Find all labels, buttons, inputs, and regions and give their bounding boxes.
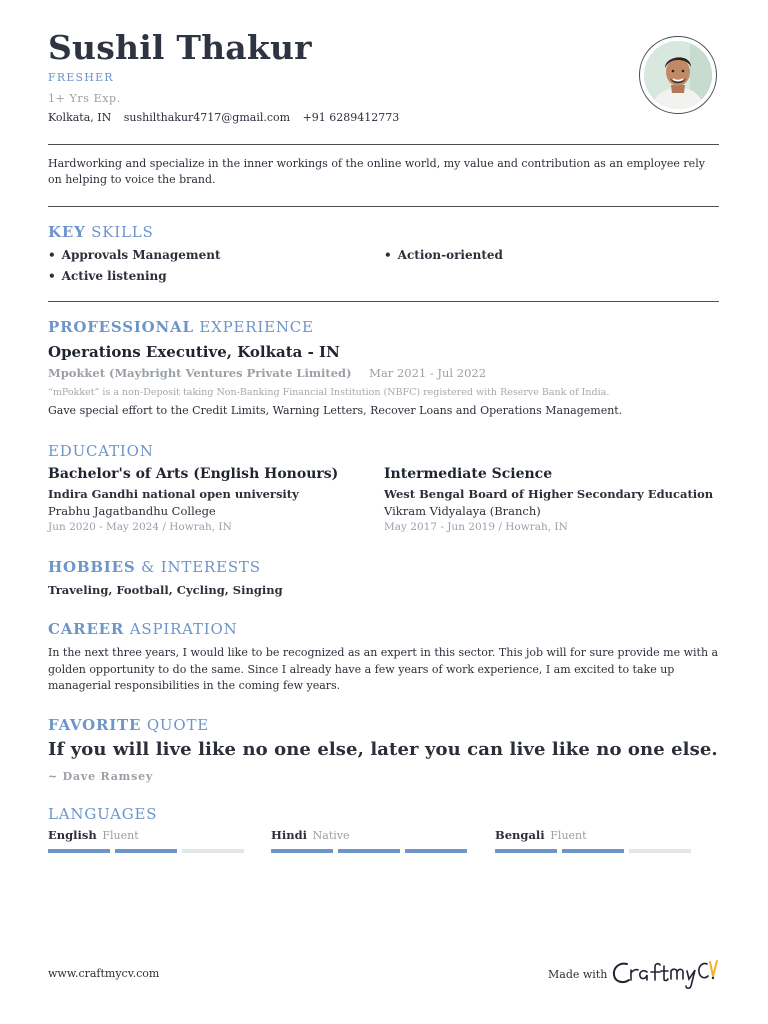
institution-name: West Bengal Board of Higher Secondary Education: [384, 487, 714, 501]
section-title-experience: PROFESSIONAL EXPERIENCE: [48, 318, 314, 336]
divider: [48, 301, 719, 302]
section-title-key-skills: KEY SKILLS: [48, 223, 154, 241]
section-title-aspiration: CAREER ASPIRATION: [48, 620, 238, 638]
language-level: Fluent: [102, 829, 139, 842]
hobbies-text: Traveling, Football, Cycling, Singing: [48, 583, 283, 597]
footer-url[interactable]: www.craftmycv.com: [48, 967, 160, 980]
language-level: Fluent: [550, 829, 587, 842]
rating-segment: [48, 849, 110, 853]
person-photo-icon: [644, 41, 712, 109]
language-item: [48, 828, 248, 842]
language-rating: [48, 849, 248, 853]
language-item: [271, 828, 471, 842]
education-item: [48, 466, 378, 533]
location-text: Kolkata, IN: [48, 111, 112, 124]
job-dates: Mar 2021 - Jul 2022: [369, 366, 487, 380]
section-title-education: EDUCATION: [48, 442, 154, 460]
job-meta: [48, 366, 486, 380]
language-name: English: [48, 828, 97, 842]
skill-item: • Action-oriented: [384, 248, 503, 262]
candidate-name: Sushil Thakur: [48, 28, 312, 67]
rating-segment: [271, 849, 333, 853]
skill-item: • Approvals Management: [48, 248, 221, 262]
email-link[interactable]: sushilthakur4717@gmail.com: [123, 111, 291, 124]
section-title-languages: LANGUAGES: [48, 805, 158, 823]
company-name: Mpokket (Maybright Ventures Private Limited): [48, 366, 352, 380]
job-description: Gave special effort to the Credit Limits, Warning Letters, Recover Loans and Operations Management.: [48, 404, 623, 417]
craftmycv-logo-icon: [611, 958, 721, 994]
rating-segment: [115, 849, 177, 853]
rating-segment: [629, 849, 691, 853]
language-rating: [271, 849, 471, 853]
made-with-label: Made with: [548, 968, 608, 981]
section-title-hobbies: HOBBIES & INTERESTS: [48, 558, 261, 576]
college-name: Prabhu Jagatbandhu College: [48, 504, 216, 518]
aspiration-text: In the next three years, I would like to be recognized as an expert in this sector. This job will for sure provide me with a golden opportunity to do the same. Since I already have a few years of work experience, I am excited to take up managerial responsibilities in the coming few years.: [48, 646, 719, 692]
degree-title: Bachelor's of Arts (English Honours): [48, 466, 339, 482]
language-rating: [495, 849, 695, 853]
education-dates: May 2017 - Jun 2019 / Howrah, IN: [384, 521, 568, 533]
degree-title: Intermediate Science: [384, 466, 553, 482]
rating-segment: [182, 849, 244, 853]
divider: [48, 206, 719, 207]
rating-segment: [562, 849, 624, 853]
experience-years: 1+ Yrs Exp.: [48, 92, 121, 105]
divider: [48, 144, 719, 145]
language-name: Bengali: [495, 828, 545, 842]
rating-segment: [495, 849, 557, 853]
section-title-quote: FAVORITE QUOTE: [48, 716, 210, 734]
language-item: [495, 828, 695, 842]
contact-line: [48, 111, 408, 124]
institution-name: Indira Gandhi national open university: [48, 487, 299, 501]
college-name: Vikram Vidyalaya (Branch): [384, 504, 541, 518]
education-item: [384, 466, 714, 533]
candidate-role: FRESHER: [48, 71, 114, 84]
summary-text: Hardworking and specialize in the inner workings of the online world, my value and contribution as an employee rely on helping to voice the brand.: [48, 157, 705, 186]
quote-text: If you will live like no one else, later you can live like no one else.: [48, 739, 718, 760]
quote-author: ~ Dave Ramsey: [48, 770, 154, 783]
language-name: Hindi: [271, 828, 308, 842]
rating-segment: [338, 849, 400, 853]
job-title: Operations Executive, Kolkata - IN: [48, 343, 340, 361]
language-level: Native: [312, 829, 350, 842]
phone-text: +91 6289412773: [302, 111, 400, 124]
company-description: “mPokket” is a non-Deposit taking Non-Banking Financial Institution (NBFC) registered with Reserve Bank of India.: [48, 387, 610, 398]
avatar: [639, 36, 717, 114]
skill-item: • Active listening: [48, 269, 167, 283]
education-dates: Jun 2020 - May 2024 / Howrah, IN: [48, 521, 232, 533]
profile-photo: [644, 41, 712, 109]
rating-segment: [405, 849, 467, 853]
